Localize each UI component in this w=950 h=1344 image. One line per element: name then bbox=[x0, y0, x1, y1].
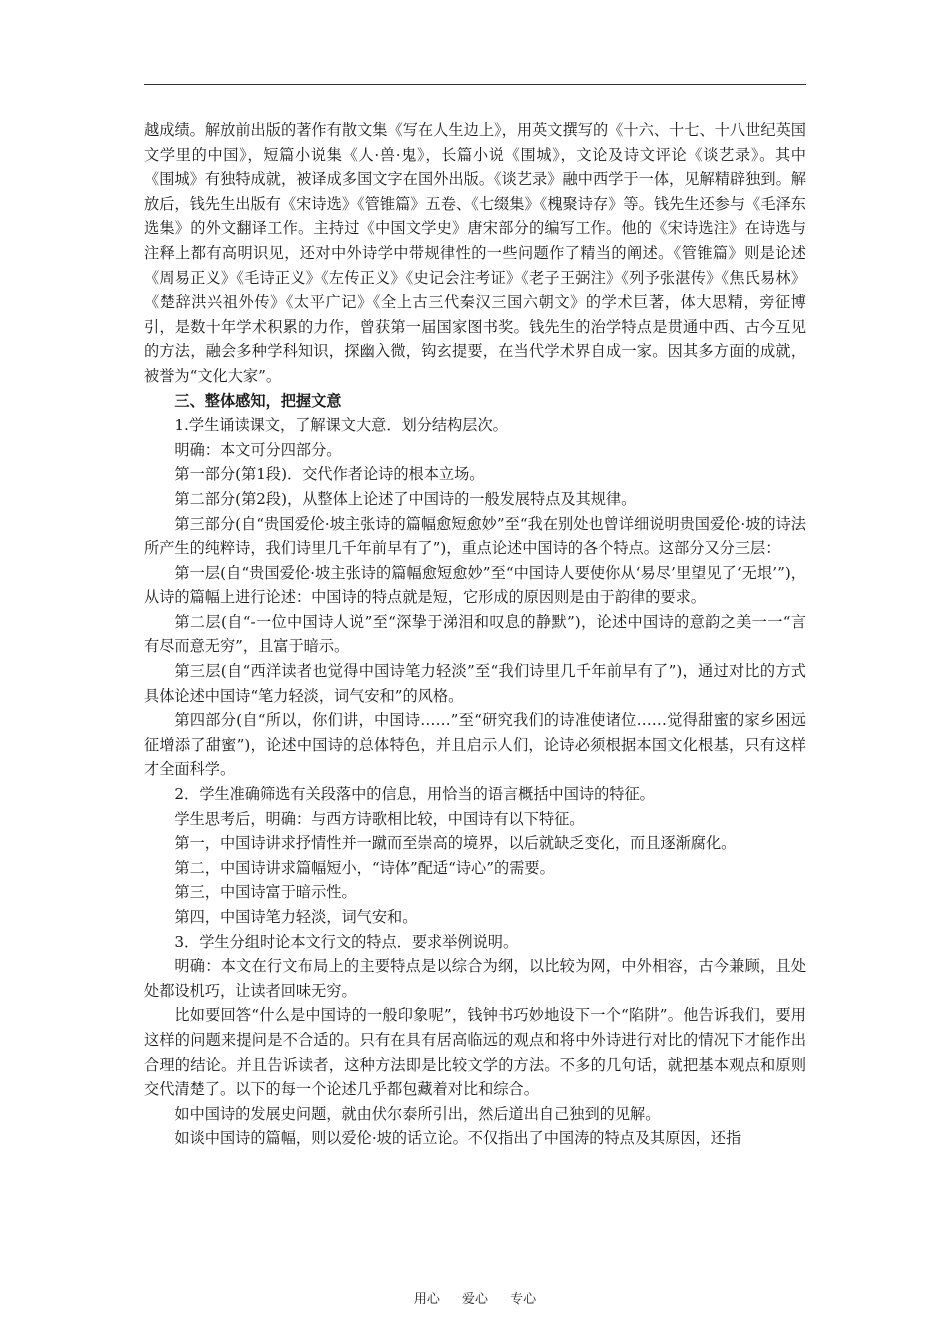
paragraph: 1.学生诵读课文，了解课文大意．划分结构层次。 bbox=[174, 416, 508, 435]
paragraph: 第一层(自“贵国爱伦·坡主张诗的篇幅愈短愈妙”至“中国诗人要使你从‘易尽’里望见了‘无垠’”)，从诗的篇幅上进行论述：中国诗的特点就是短，它形成的原因则是由于韵律的要求。 bbox=[144, 563, 806, 607]
paragraph: 第四，中国诗笔力轻淡，词气安和。 bbox=[174, 908, 418, 926]
page-footer: 用心 爱心 专心 bbox=[413, 1292, 537, 1307]
paragraph: 第二层(自“-一位中国诗人说”至“深挚于涕泪和叹息的静默”)，论述中国诗的意韵之美一一“言有尽而意无穷”，且富于暗示。 bbox=[144, 612, 806, 656]
paragraph: 3．学生分组时论本文行文的特点．要求举例说明。 bbox=[174, 932, 519, 951]
paragraph: 明确：本文可分四部分。 bbox=[174, 440, 342, 459]
paragraph: 2．学生准确筛选有关段落中的信息，用恰当的语言概括中国诗的特征。 bbox=[174, 785, 655, 804]
paragraph: 明确：本文在行文布局上的主要特点是以综合为纲，以比较为网，中外相容，古今兼顾，且处处都设机巧，让读者回味无穷。 bbox=[144, 957, 806, 1000]
paragraph: 如中国诗的发展史问题，就由伏尔泰所引出，然后道出自己独到的见解。 bbox=[174, 1104, 661, 1123]
paragraph: 第二部分(第2段)，从整体上论述了中国诗的一般发展特点及其规律。 bbox=[174, 489, 637, 508]
paragraph: 第三，中国诗富于暗示性。 bbox=[174, 883, 357, 902]
header-rule bbox=[144, 84, 806, 85]
paragraph: 学生思考后，明确：与西方诗歌相比较，中国诗有以下特征。 bbox=[174, 809, 585, 828]
document-body bbox=[144, 118, 806, 1151]
paragraph: 第一部分(第1段)．交代作者论诗的根本立场。 bbox=[174, 465, 485, 484]
paragraph: 第三层(自“西洋读者也觉得中国诗笔力轻淡”至“我们诗里几千年前早有了”)，通过对比的方式具体论述中国诗“笔力轻淡，词气安和”的风格。 bbox=[144, 662, 806, 705]
paragraph: 第四部分(自“所以，你们讲，中国诗……”至“研究我们的诗准使诸位……觉得甜蜜的家乡困远征增添了甜蜜”)，论述中国诗的总体特色，并且启示人们，论诗必须根据本国文化根基，只有这样才全面科学。 bbox=[144, 711, 806, 779]
paragraph: 第一，中国诗讲求抒情性并一蹴而至崇高的境界，以后就缺乏变化，而且逐渐腐化。 bbox=[174, 834, 737, 853]
paragraph: 第二，中国诗讲求篇幅短小，“诗体”配适“诗心”的需要。 bbox=[174, 858, 555, 877]
paragraph: 如谈中国诗的篇幅，则以爱伦·坡的话立论。不仅指出了中国涛的特点及其原因，还指 bbox=[174, 1129, 742, 1148]
paragraph: 第三部分(自“贵国爱伦·坡主张诗的篇幅愈短愈妙”至“我在别处也曾详细说明贵国爱伦·坡的诗法所产生的纯粹诗，我们诗里几千年前早有了”)，重点论述中国诗的各个特点。这部分又分三层： bbox=[144, 514, 806, 558]
paragraph: 越成绩。解放前出版的著作有散文集《写在人生边上》，用英文撰写的《十六、十七、十八世纪英国文学里的中国》，短篇小说集《人·兽·鬼》，长篇小说《围城》，文论及诗文评论《谈艺录》。其中《围城》有独特成就，被译成多国文字在国外出版。《谈艺录》融中西学于一体，见解精辟独到。解放后，钱先生出版有《宋诗选》《管锥篇》五卷、《七缀集》《槐聚诗存》等。钱先生还参与《毛泽东选集》的外文翻译工作。主持过《中国文学史》唐宋部分的编写工作。他的《宋诗选注》在诗选与注释上都有高明识见，还对中外诗学中带规律性的一些问题作了精当的阐述。《管锥篇》则是论述《周易正义》《毛诗正义》《左传正义》《史记会注考证》《老子王弼注》《列予张湛传》《焦氏易林》《楚辞洪兴祖外传》《太平广记》《全上古三代秦汉三国六朝文》的学术巨著，体大思精，旁征博引，是数十年学术积累的力作，曾获第一届国家图书奖。钱先生的治学特点是贯通中西、古今互见的方法，融会多种学科知识，探幽入微，钩玄提要，在当代学术界自成一家。因其多方面的成就，被誉为“文化大家”。 bbox=[144, 121, 806, 385]
section-heading: 三、整体感知，把握文意 bbox=[174, 391, 342, 410]
paragraph: 比如要回答“什么是中国诗的一般印象呢”，钱钟书巧妙地设下一个“陷阱”。他告诉我们，要用这样的问题来提问是不合适的。只有在具有居高临远的观点和将中外诗进行对比的情况下才能作出合理的结论。并且告诉读者，这种方法即是比较文学的方法。不多的几句话，就把基本观点和原则交代清楚了。以下的每一个论述几乎都包藏着对比和综合。 bbox=[144, 1006, 806, 1099]
